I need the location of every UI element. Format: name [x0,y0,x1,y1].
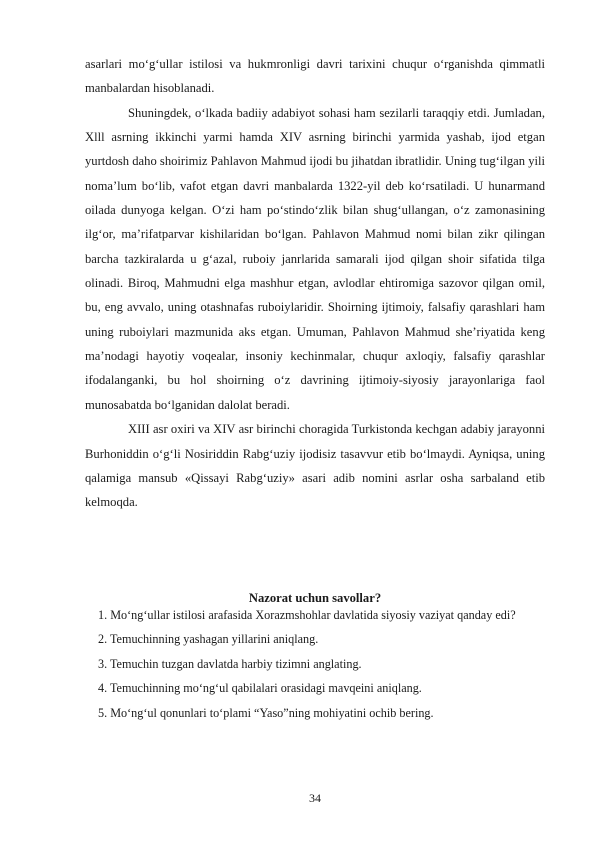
question-item: 5. Mo‘ng‘ul qonunlari to‘plami “Yaso”ning mohiyatini ochib bering. [98,705,434,720]
body-text [85,52,545,515]
question-item: 4. Temuchinning mo‘ng‘ul qabilalari orasidagi mavqeini aniqlang. [98,681,422,696]
page-number: 34 [309,791,321,805]
paragraph-pahlavon-mahmud: Shuningdek, o‘lkada badiiy adabiyot sohasi ham sezilarli taraqqiy etdi. Jumladan, Xlll asrning ikkinchi yarmi hamda XIV asrning birinchi yarmida yashab, ijod etgan yurtdosh daho shoirimiz Pahlavon Mahmud ijodi bu jihatdan ibratlidir. Uning tug‘ilgan yili noma’lum bo‘lib, vafot etgan davri manbalarda 1322-yil deb ko‘rsatiladi. U hunarmand oilada dunyoga kelgan. O‘zi ham po‘stindo‘zlik bilan shug‘ullangan, o‘z zamonasining ilg‘or, ma’rifatparvar kishilaridan bo‘lgan. Pahlavon Mahmud nomi bilan zikr qilingan barcha tazkiralarda u g‘azal, ruboiy janrlarida samarali ijod qilgan shoir sifatida tilga olinadi. Biroq, Mahmudni elga mashhur etgan, avlodlar ehtiromiga sazovor qilgan omil, bu, eng avvalo, uning otashnafas ruboiylaridir. Shoirning ijtimoiy, falsafiy qarashlari ham uning ruboiylari mazmunida aks etgan. Umuman, Pahlavon Mahmud she’riyatida keng ma’nodagi hayotiy voqealar, insoniy kechinmalar, chuqur axloqiy, falsafiy qarashlar ifodalanganki, bu hol shoirning o‘z davrining ijtimoiy-siyosiy jarayonlariga faol munosabatda bo‘lganidan dalolat beradi. [85,105,545,412]
paragraph-continuation: asarlari mo‘g‘ullar istilosi va hukmronligi davri tarixini chuqur o‘rganishda qimmatli manbalardan hisoblanadi. [85,57,545,96]
section-heading: Nazorat uchun savollar? [248,591,382,605]
question-item: 2. Temuchinning yashagan yillarini aniqlang. [98,632,319,647]
paragraph-rabguziy: XIII asr oxiri va XIV asr birinchi choragida Turkistonda kechgan adabiy jarayonni Burhoniddin o‘g‘li Nosiriddin Rabg‘uziy ijodisiz tasavvur etib bo‘lmaydi. Ayniqsa, uning qalamiga mansub «Qissayi Rabg‘uziy» asari adib nomini asrlar osha sarbaland etib kelmoqda. [85,422,545,510]
question-item: 1. Mo‘ng‘ullar istilosi arafasida Xorazmshohlar davlatida siyosiy vaziyat qanday edi? [98,608,516,622]
question-list [98,603,545,725]
question-item: 3. Temuchin tuzgan davlatda harbiy tizimni anglating. [98,656,362,671]
